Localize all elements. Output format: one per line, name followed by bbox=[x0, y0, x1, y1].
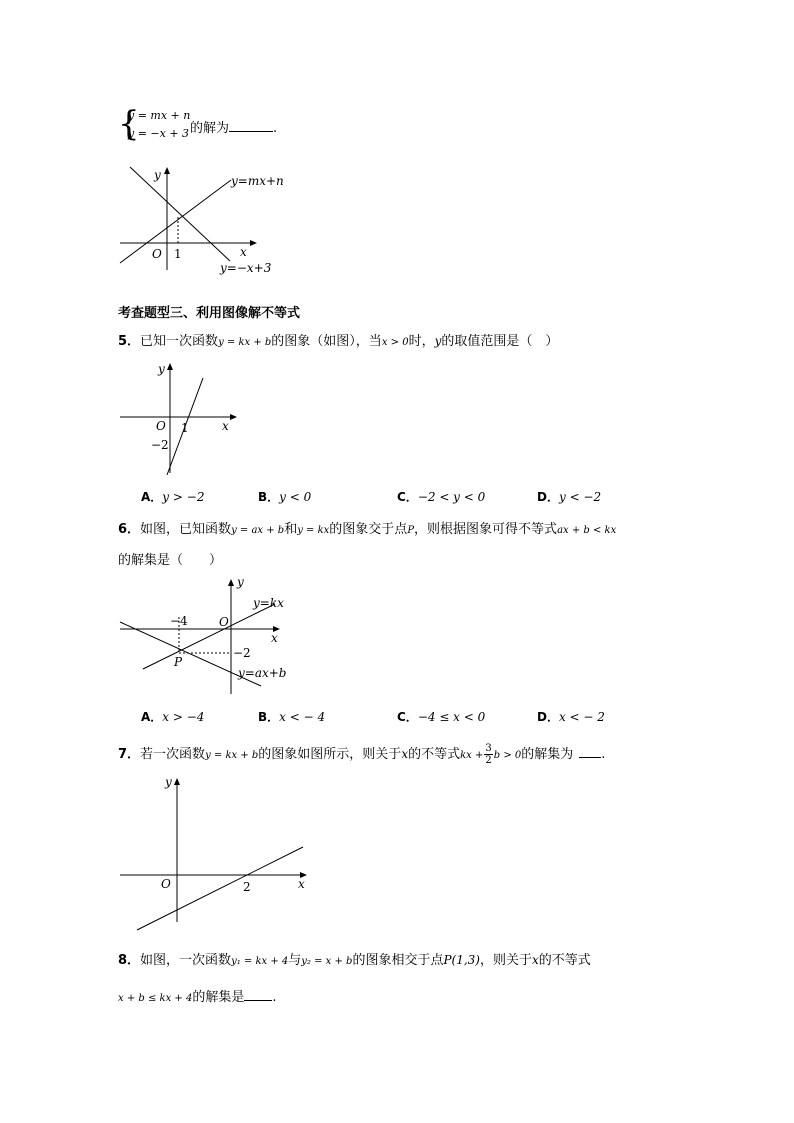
option-label: B． bbox=[258, 490, 280, 504]
q6-option-c[interactable] bbox=[397, 708, 485, 725]
system-eq-line1: y = mx + n bbox=[128, 109, 191, 122]
y-axis-label: y bbox=[158, 362, 165, 376]
answer-blank[interactable] bbox=[244, 988, 272, 1001]
line-kx bbox=[143, 604, 275, 669]
origin-label: O bbox=[152, 247, 162, 261]
line-mx-n-label: y=mx+n bbox=[231, 174, 284, 188]
graph-q6 bbox=[115, 574, 300, 696]
option-label: D． bbox=[537, 490, 559, 504]
question-6-stem-cont: 的解集是（ ） bbox=[118, 553, 223, 568]
x-axis-label: x bbox=[222, 419, 229, 433]
q5-option-a[interactable] bbox=[141, 488, 204, 505]
y-axis-label: y bbox=[154, 168, 161, 182]
q6-option-a[interactable] bbox=[141, 708, 204, 725]
q8-text-d: ，则关于 bbox=[480, 953, 533, 968]
q6-option-d[interactable] bbox=[537, 708, 605, 725]
system-eq-line2: y = −x + 3 bbox=[128, 127, 190, 140]
y-axis-label: y bbox=[237, 575, 244, 589]
line-neg-x-3-label: y=−x+3 bbox=[220, 261, 272, 275]
period: . bbox=[601, 747, 606, 762]
q8-function-2: y₂ = x + b bbox=[301, 956, 353, 967]
q6-function-2: y = kx bbox=[297, 525, 330, 536]
x-axis-label: x bbox=[240, 245, 247, 259]
q7-text-d: 的解集为 bbox=[521, 747, 574, 762]
question-8-stem bbox=[118, 952, 591, 970]
option-label: C． bbox=[397, 710, 418, 724]
system-answer-prompt bbox=[190, 119, 277, 137]
q5-option-b[interactable] bbox=[258, 488, 311, 505]
option-label: A． bbox=[141, 490, 163, 504]
q5-text-a: 已知一次函数 bbox=[140, 334, 219, 349]
y-axis-label: y bbox=[165, 775, 172, 789]
period: . bbox=[273, 121, 278, 136]
answer-blank[interactable] bbox=[229, 119, 273, 132]
q8-text-e: 的不等式 bbox=[538, 953, 591, 968]
q8-text-a: 如图，一次函数 bbox=[140, 953, 232, 968]
q5-text-c: 时， bbox=[408, 334, 435, 349]
q6-number: 6． bbox=[118, 522, 141, 537]
option-value: y > −2 bbox=[162, 490, 205, 504]
system-suffix: 的解为 bbox=[190, 121, 230, 136]
tick-x-2: 2 bbox=[243, 880, 251, 894]
q5-text-d: 的取值范围是（ ） bbox=[441, 334, 559, 349]
x-axis-arrow bbox=[230, 414, 237, 420]
system-brace: { bbox=[118, 104, 140, 144]
option-value: −4 ≤ x < 0 bbox=[417, 710, 486, 724]
tick-y-neg2: −2 bbox=[151, 438, 169, 452]
option-label: D． bbox=[537, 710, 559, 724]
q5-var: y bbox=[434, 334, 442, 348]
y-axis-arrow bbox=[174, 778, 180, 785]
q6-text-a: 如图，已知函数 bbox=[140, 522, 232, 537]
q7-function: y = kx + b bbox=[205, 750, 259, 761]
option-value: y < 0 bbox=[279, 490, 312, 504]
q7-ineq-b: b > 0 bbox=[493, 750, 522, 761]
q6-point: P bbox=[407, 525, 415, 536]
graph-q4 bbox=[110, 162, 300, 280]
q5-option-d[interactable] bbox=[537, 488, 601, 505]
option-label: C． bbox=[397, 490, 418, 504]
q6-function-1: y = ax + b bbox=[231, 525, 285, 536]
x-axis-label: x bbox=[271, 631, 278, 645]
origin-label: O bbox=[161, 877, 171, 891]
q7-number: 7． bbox=[118, 747, 141, 762]
q8-text-c: 的图象相交于点 bbox=[352, 953, 444, 968]
y-axis-arrow bbox=[167, 363, 173, 370]
y-axis-arrow bbox=[228, 579, 234, 586]
q5-condition: x > 0 bbox=[381, 337, 409, 348]
line-kx-label: y=kx bbox=[253, 596, 284, 610]
q7-fraction bbox=[484, 743, 492, 766]
y-axis-arrow bbox=[164, 167, 170, 174]
period: . bbox=[272, 990, 277, 1005]
q5-number: 5． bbox=[118, 334, 141, 349]
q6-option-b[interactable] bbox=[258, 708, 325, 725]
option-value: x < − 2 bbox=[558, 710, 605, 724]
option-value: x < − 4 bbox=[279, 710, 326, 724]
q8-text-b: 与 bbox=[288, 953, 302, 968]
q6-text-b: 和 bbox=[284, 522, 298, 537]
option-label: B． bbox=[258, 710, 280, 724]
section-title: 考查题型三、利用图像解不等式 bbox=[118, 306, 301, 321]
fraction-denominator: 2 bbox=[485, 755, 492, 766]
q6-text-c: 的图象交于点 bbox=[329, 522, 408, 537]
question-5-stem bbox=[118, 333, 558, 351]
line-ax-b-label: y=ax+b bbox=[238, 666, 287, 680]
q7-text-b: 的图象如图所示，则关于 bbox=[258, 747, 402, 762]
question-8-stem-cont bbox=[118, 988, 276, 1007]
question-6-stem bbox=[118, 522, 616, 539]
tick-y-neg2: −2 bbox=[233, 646, 251, 660]
q7-var: x bbox=[401, 747, 409, 761]
option-value: y < −2 bbox=[558, 490, 602, 504]
option-value: x > −4 bbox=[162, 710, 205, 724]
q7-text-a: 若一次函数 bbox=[140, 747, 206, 762]
graph-q7 bbox=[115, 770, 315, 935]
q8-number: 8． bbox=[118, 953, 141, 968]
answer-blank[interactable] bbox=[579, 745, 601, 758]
x-axis-label: x bbox=[298, 877, 305, 891]
q8-inequality: x + b ≤ kx + 4 bbox=[118, 993, 193, 1004]
q8-var: x bbox=[532, 953, 539, 967]
point-p-label: P bbox=[174, 655, 183, 669]
option-label: A． bbox=[141, 710, 163, 724]
graph-q5 bbox=[115, 358, 245, 478]
q6-inequality: ax + b < kx bbox=[557, 525, 617, 536]
fraction-numerator: 3 bbox=[485, 743, 492, 754]
tick-x-1: 1 bbox=[181, 421, 189, 435]
tick-1: 1 bbox=[174, 247, 182, 261]
q5-text-b: 的图象（如图），当 bbox=[271, 334, 382, 349]
q8-point: P(1,3) bbox=[443, 953, 480, 967]
q7-ineq-a: kx + bbox=[460, 750, 484, 761]
q5-function: y = kx + b bbox=[218, 337, 272, 348]
option-value: −2 < y < 0 bbox=[417, 490, 486, 504]
q5-option-c[interactable] bbox=[397, 488, 485, 505]
origin-label: O bbox=[219, 615, 229, 629]
q8-text-f: 的解集是 bbox=[192, 990, 245, 1005]
origin-label: O bbox=[156, 419, 166, 433]
tick-x-neg4: −4 bbox=[170, 614, 188, 628]
q8-function-1: y₁ = kx + 4 bbox=[231, 956, 289, 967]
x-axis-arrow bbox=[250, 240, 257, 246]
q7-text-c: 的不等式 bbox=[408, 747, 461, 762]
q6-text-d: ，则根据图象可得不等式 bbox=[414, 522, 558, 537]
